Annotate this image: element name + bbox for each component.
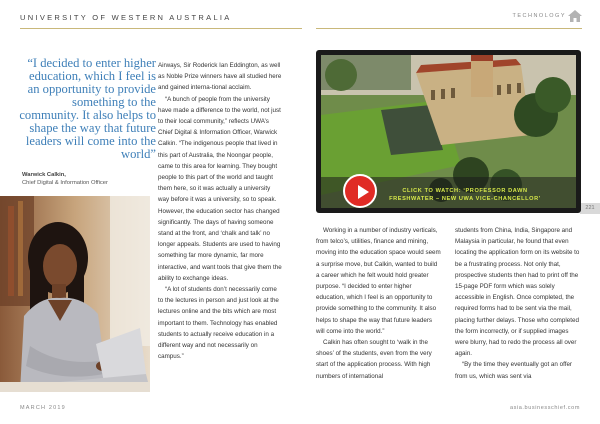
article-column-middle: [316, 225, 442, 382]
article-paragraph: Calkin has often sought to ‘walk in the shoes’ of the students, even from the very start of the application process. With high numbers of international: [316, 339, 432, 380]
quote-attribution-role: Chief Digital & Information Officer: [22, 180, 108, 186]
article-column-right: [455, 225, 581, 382]
video-caption-link[interactable]: CLICK TO WATCH: ‘PROFESSOR DAWN FRESHWATER – NEW UWA VICE-CHANCELLOR’: [389, 188, 541, 202]
issue-date: MARCH 2019: [20, 405, 66, 411]
pull-quote: “I decided to enter higher education, which I feel is an opportunity to provide something to the community. It also helps to shape the way that future leaders will come into the world”: [19, 56, 156, 161]
home-icon[interactable]: [568, 10, 582, 22]
article-paragraph: “By the time they eventually got an offer from us, which was sent via: [455, 361, 573, 380]
quote-attribution-name: Warwick Calkin,: [22, 172, 66, 178]
section-label: TECHNOLOGY: [512, 13, 566, 19]
article-paragraph: “A lot of students don’t necessarily come to the lectures in person and just look at the lectures online and the bits which are most important to them. Technology has enabled students to actually receive education in a different way and not necessarily on campus.”: [158, 286, 279, 361]
publication-section-title: UNIVERSITY OF WESTERN AUSTRALIA: [20, 13, 232, 22]
article-paragraph: Working in a number of industry verticals, from telco’s, utilities, finance and mining, moving into the education space would seem a surprise move, but Calkin, wanted to build a career which he felt would hold greater purpose. “I decided to enter higher education, which I feel is an opportunity to provide something to the community. It also helps to shape the way that future leaders will come into the world.”: [316, 227, 441, 335]
header-divider-right: [316, 28, 582, 29]
student-laptop-photo: [0, 196, 150, 392]
page-number-right: 221: [580, 203, 600, 214]
article-paragraph: students from China, India, Singapore and Malaysia in particular, he found that even locating the application form on its website to be a frustrating process. Not only that, prospective students then had to print off the 15-page PDF form which was solely accessible in English. Once completed, the required forms had to be sent via the mail, placing further delays. Those who completed the form incorrectly, or if supplied images were blurry, had to redo the process all over again.: [455, 227, 580, 358]
article-paragraph: Airways, Sir Roderick Ian Eddington, as well as Noble Prize winners have all studied here and gained interna-tional acclaim.: [158, 62, 282, 92]
header-divider-left: [20, 28, 302, 29]
website-url[interactable]: asia.businesschief.com: [509, 405, 580, 411]
article-column-left: [158, 60, 282, 362]
play-icon[interactable]: [343, 174, 377, 208]
article-paragraph: “A bunch of people from the university have made a difference to the world, not just to their local community,” reflects UWA’s Chief Digital & Information Officer, Warwick Calkin. “The indigenous people that lived in this part of Australia, the Noongar people, came to this area for learning. They bought people to this part of the world and taught them here, so it was actually a university way before it was a university, so to speak. However, the education sector has changed significantly. The days of having someone stand at the front, and ‘chalk and talk’ no longer appeals. Students are used to having something far more dynamic, far more interactive, and want tools that give them the ability to exchange ideas.: [158, 95, 282, 282]
